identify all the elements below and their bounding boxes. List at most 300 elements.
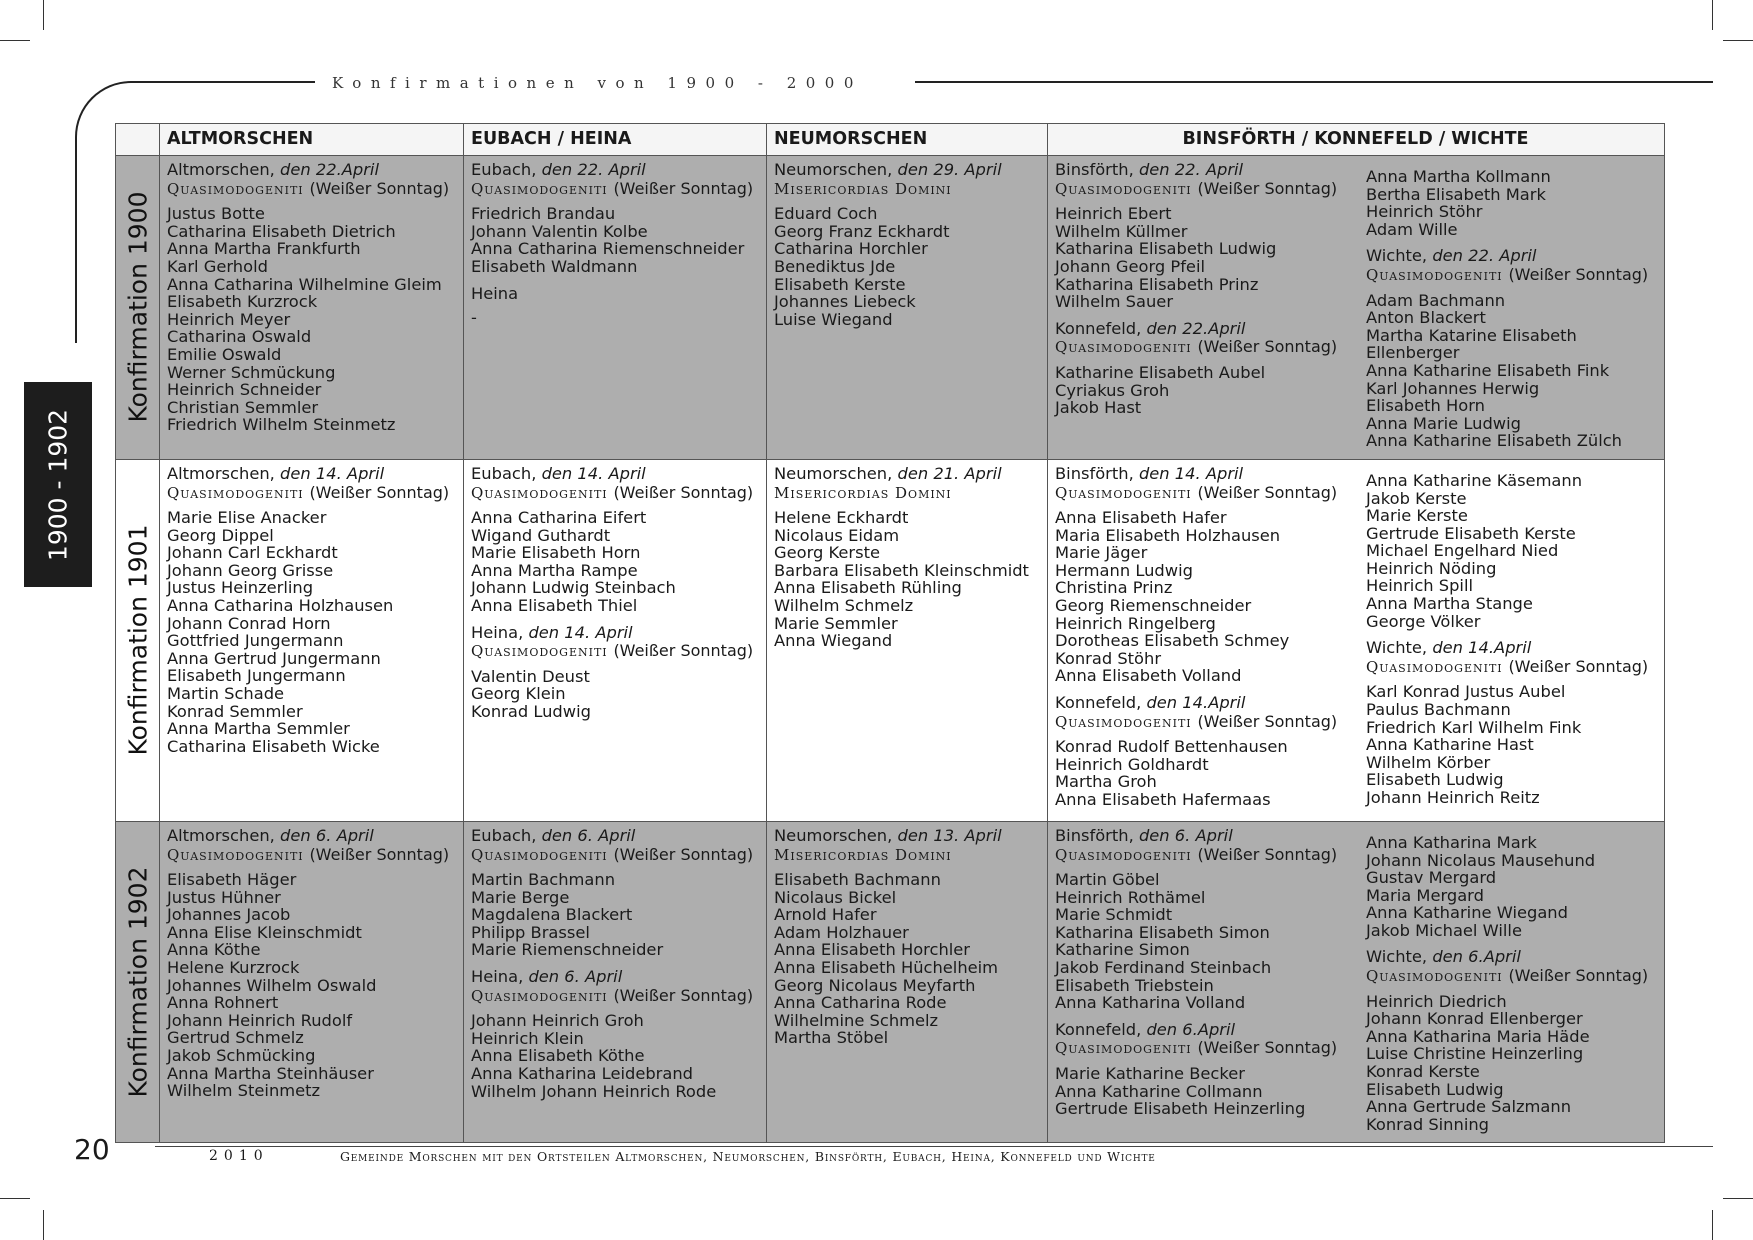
feast-name: Quasimodogeniti <box>471 483 608 502</box>
column-header-neumorschen: NEUMORSCHEN <box>767 124 1048 156</box>
list-item: Anna Katharine Elisabeth Fink <box>1366 360 1610 380</box>
feast-day <box>471 180 760 199</box>
confirmation-date: den 22. April <box>541 160 646 179</box>
list-item: Anna Elisabeth Hüchelheim <box>774 958 999 978</box>
column-header-altmorschen: ALTMORSCHEN <box>160 124 464 156</box>
confirmation-date: den 13. April <box>897 825 1002 845</box>
list-item: Anna Elisabeth Thiel <box>471 596 638 616</box>
confirmation-date: den 14. April <box>280 463 385 483</box>
feast-name: Quasimodogeniti <box>1055 338 1192 357</box>
confirmation-date: den 21. April <box>897 463 1002 483</box>
list-item: Karl Gerhold <box>167 256 268 276</box>
crop-mark <box>1712 0 1713 30</box>
entry-block <box>471 465 760 615</box>
name-list <box>471 205 760 275</box>
entry-block <box>167 465 457 756</box>
confirmation-date: den 29. April <box>897 160 1002 179</box>
list-item: Anna Elisabeth Hafermaas <box>1055 790 1271 809</box>
list-item: Christina Prinz <box>1055 578 1173 598</box>
list-item: Maria Mergard <box>1366 885 1484 905</box>
feast-day <box>167 180 457 199</box>
place-date <box>1366 948 1658 966</box>
list-item: Anna Katharine Hast <box>1366 735 1534 755</box>
feast-name: Quasimodogeniti <box>1055 1039 1192 1058</box>
feast-day <box>1366 266 1658 285</box>
place-name: Binsförth, <box>1055 825 1134 845</box>
list-item: Anna Catharina Rode <box>774 993 947 1013</box>
list-item: Konrad Semmler <box>167 701 303 721</box>
list-item: Marie Jäger <box>1055 543 1148 563</box>
list-item: Anna Martha Semmler <box>167 719 350 739</box>
list-item: Anna Catharina Holzhausen <box>167 596 394 616</box>
confirmation-date: den 6. April <box>541 825 636 845</box>
list-item: Wilhelm Sauer <box>1055 292 1174 312</box>
list-item: Gustav Mergard <box>1366 868 1497 888</box>
list-item: Konrad Rudolf Bettenhausen <box>1055 737 1288 757</box>
place-date <box>774 827 1041 845</box>
confirmation-date: den 14.April <box>1146 693 1246 713</box>
list-item: Jakob Hast <box>1055 398 1142 418</box>
cell-altmorschen <box>160 821 464 1143</box>
list-item: Georg Nicolaus Meyfarth <box>774 975 976 995</box>
place-date <box>1366 639 1658 657</box>
confirmation-date: den 6. April <box>280 825 374 845</box>
feast-name: Quasimodogeniti <box>1055 179 1192 198</box>
list-item: Anna Marie Ludwig <box>1366 413 1521 433</box>
list-item: Heinrich Ringelberg <box>1055 613 1216 633</box>
name-list <box>1366 472 1658 630</box>
confirmation-date: den 22. April <box>1432 246 1537 266</box>
list-item: Heinrich Ebert <box>1055 204 1172 224</box>
feast-note: (Weißer Sonntag) <box>309 844 450 864</box>
confirmation-date: den 14. April <box>528 622 633 642</box>
list-item: Bertha Elisabeth Mark <box>1366 184 1546 204</box>
place-name: Altmorschen, <box>167 463 275 483</box>
list-item: Martha Katarine Elisabeth <box>1366 325 1577 345</box>
list-item: Katharina Elisabeth Ludwig <box>1055 239 1277 259</box>
entry-block <box>774 465 1041 650</box>
feast-day <box>1055 713 1366 732</box>
feast-name: Misericordias Domini <box>774 483 952 502</box>
list-item: Justus Hühner <box>167 887 281 907</box>
feast-name: Quasimodogeniti <box>167 179 304 198</box>
entry-block <box>1366 168 1658 238</box>
subcolumn-right <box>1366 827 1658 1143</box>
list-item: George Völker <box>1366 611 1481 631</box>
confirmation-date: den 22. April <box>1138 160 1244 179</box>
feast-day <box>1055 484 1366 503</box>
place-name: Eubach, <box>471 160 537 179</box>
list-item: Justus Heinzerling <box>167 578 314 598</box>
list-item: Konrad Kerste <box>1366 1062 1480 1082</box>
feast-day <box>471 642 760 661</box>
feast-note: (Weißer Sonntag) <box>1197 711 1338 731</box>
name-list <box>1055 364 1366 417</box>
list-item: Adam Bachmann <box>1366 290 1506 310</box>
place-name: Binsförth, <box>1055 463 1134 483</box>
feast-name: Quasimodogeniti <box>1055 483 1192 502</box>
list-item: Anna Gertrude Salzmann <box>1366 1097 1572 1117</box>
list-item: Marie Riemenschneider <box>471 940 664 960</box>
confirmation-table <box>115 123 1665 1143</box>
footer-text: Gemeinde Morschen mit den Ortsteilen Altmorschen, Neumorschen, Binsförth, Eubach, Heina, Konnefeld und Wichte <box>340 1149 1156 1164</box>
list-item: Anna Katharine Wiegand <box>1366 903 1568 923</box>
list-item: Luise Wiegand <box>774 309 893 329</box>
list-item: Luise Christine Heinzerling <box>1366 1044 1584 1064</box>
list-item: Christian Semmler <box>167 397 319 417</box>
place-date <box>471 161 760 179</box>
list-item: Jakob Michael Wille <box>1366 920 1522 940</box>
entry-block <box>1055 1021 1366 1118</box>
feast-day <box>1055 846 1366 865</box>
cell-neumorschen <box>767 156 1048 460</box>
list-item: Emilie Oswald <box>167 344 282 364</box>
list-item: Georg Franz Eckhardt <box>774 221 950 241</box>
list-item: Anna Elise Kleinschmidt <box>167 922 362 942</box>
list-item: Anna Köthe <box>167 940 261 960</box>
list-item: Magdalena Blackert <box>471 905 633 925</box>
feast-note: (Weißer Sonntag) <box>1197 844 1338 864</box>
list-item: Elisabeth Waldmann <box>471 256 638 276</box>
feast-name: Quasimodogeniti <box>471 179 608 198</box>
list-item: Konrad Sinning <box>1366 1114 1489 1134</box>
feast-note: (Weißer Sonntag) <box>613 985 754 1005</box>
feast-note: (Weißer Sonntag) <box>613 482 754 502</box>
entry-block <box>1055 320 1366 417</box>
list-item: Adam Holzhauer <box>774 922 909 942</box>
place-date <box>1055 465 1366 483</box>
list-item: Johann Heinrich Groh <box>471 1011 644 1031</box>
feast-note: (Weißer Sonntag) <box>1197 1038 1338 1058</box>
confirmation-date: den 22.April <box>280 160 379 179</box>
list-item: Johann Heinrich Rudolf <box>167 1010 353 1030</box>
place-name: Altmorschen, <box>167 160 275 179</box>
list-item: Wilhelmine Schmelz <box>774 1010 939 1030</box>
year-range-tab <box>24 382 92 587</box>
list-item: Gottfried Jungermann <box>167 631 344 651</box>
name-list <box>167 509 457 755</box>
name-list <box>1055 738 1366 808</box>
place-date <box>1366 247 1658 265</box>
list-item: Arnold Hafer <box>774 905 877 925</box>
feast-name: Quasimodogeniti <box>1055 845 1192 864</box>
crop-mark <box>43 1210 44 1240</box>
list-item: Elisabeth Triebstein <box>1055 975 1214 995</box>
place-name: Neumorschen, <box>774 825 893 845</box>
name-list <box>471 309 760 327</box>
confirmation-date: den 6. April <box>1138 825 1233 845</box>
list-item: Anna Elisabeth Rühling <box>774 578 962 598</box>
list-item: Johannes Liebeck <box>774 292 916 312</box>
list-item: Anna Elisabeth Hafer <box>1055 508 1227 528</box>
place-name: Konnefeld, <box>1055 1019 1142 1039</box>
entry-block <box>471 285 760 327</box>
place-name: Heina, <box>471 622 524 642</box>
list-item: Anna Katharina Maria Häde <box>1366 1026 1590 1046</box>
list-item: Karl Johannes Herwig <box>1366 378 1540 398</box>
feast-note: (Weißer Sonntag) <box>613 844 754 864</box>
place-date <box>167 827 457 845</box>
entry-block <box>1366 472 1658 630</box>
feast-note: (Weißer Sonntag) <box>309 178 450 198</box>
list-item: Georg Klein <box>471 684 566 704</box>
entry-block <box>1055 465 1366 685</box>
confirmation-date: den 6. April <box>528 967 623 987</box>
list-item: Elisabeth Ludwig <box>1366 770 1504 790</box>
entry-block <box>774 827 1041 1047</box>
subcolumn-left <box>1055 465 1366 818</box>
list-item: Anton Blackert <box>1366 308 1486 328</box>
cell-binsforth-konnefeld-wichte <box>1048 821 1665 1143</box>
feast-name: Quasimodogeniti <box>471 642 608 661</box>
name-list <box>167 205 457 434</box>
list-item: Hermann Ludwig <box>1055 560 1193 580</box>
name-list <box>1055 205 1366 311</box>
list-item: Marie Berge <box>471 887 570 907</box>
year-range-label: 1900 - 1902 <box>43 408 73 561</box>
feast-day <box>471 846 760 865</box>
list-item: Heinrich Diedrich <box>1366 991 1507 1011</box>
list-item: Anna Martha Rampe <box>471 560 638 580</box>
crop-mark <box>1712 1210 1713 1240</box>
list-item: Heinrich Spill <box>1366 576 1474 596</box>
list-item: Anna Catharina Wilhelmine Gleim <box>167 274 442 294</box>
list-item: Martha Stöbel <box>774 1028 889 1048</box>
cell-binsforth-konnefeld-wichte <box>1048 459 1665 821</box>
place-date <box>471 624 760 642</box>
entry-block <box>774 161 1041 328</box>
list-item: Johann Nicolaus Mausehund <box>1366 850 1596 870</box>
feast-day <box>1055 1039 1366 1058</box>
list-item: Heinrich Klein <box>471 1028 584 1048</box>
list-item: Elisabeth Bachmann <box>774 870 941 890</box>
entry-block <box>1366 948 1658 1133</box>
feast-day <box>1366 658 1658 677</box>
list-item: Martin Schade <box>167 684 285 704</box>
header-rule-left <box>132 81 315 83</box>
place-date <box>774 465 1041 483</box>
feast-name: Quasimodogeniti <box>1366 265 1503 284</box>
cell-binsforth-konnefeld-wichte <box>1048 156 1665 460</box>
list-item: Benediktus Jde <box>774 256 896 276</box>
list-item: Anna Martha Kollmann <box>1366 167 1551 186</box>
name-list <box>471 668 760 721</box>
list-item: Catharina Elisabeth Wicke <box>167 736 380 756</box>
feast-name: Quasimodogeniti <box>1366 657 1503 676</box>
list-item: Heinrich Schneider <box>167 380 322 400</box>
list-item: Wilhelm Küllmer <box>1055 221 1188 241</box>
list-item: Anna Martha Frankfurth <box>167 239 361 259</box>
feast-day <box>471 987 760 1006</box>
list-item: Michael Engelhard Nied <box>1366 541 1559 561</box>
name-list <box>1055 509 1366 685</box>
list-item: Jakob Ferdinand Steinbach <box>1055 958 1272 978</box>
list-item: Dorotheas Elisabeth Schmey <box>1055 631 1290 651</box>
list-item: Maria Elisabeth Holzhausen <box>1055 525 1281 545</box>
list-item: Nicolaus Bickel <box>774 887 897 907</box>
crop-mark <box>1723 40 1753 41</box>
feast-note: (Weißer Sonntag) <box>1197 482 1338 502</box>
list-item: Anna Rohnert <box>167 993 279 1013</box>
list-item: Marie Kerste <box>1366 506 1468 526</box>
list-item: - <box>471 308 477 328</box>
place-name: Wichte, <box>1366 246 1428 266</box>
list-item: Georg Kerste <box>774 543 880 563</box>
name-list <box>1366 683 1658 806</box>
list-item: Marie Schmidt <box>1055 905 1173 925</box>
list-item: Catharina Horchler <box>774 239 928 259</box>
name-list <box>471 509 760 615</box>
header-rule-right <box>915 81 1713 83</box>
list-item: Marie Katharine Becker <box>1055 1064 1245 1084</box>
list-item: Heinrich Stöhr <box>1366 202 1483 222</box>
list-item: Friedrich Brandau <box>471 204 616 224</box>
list-item: Anna Katharina Mark <box>1366 832 1537 852</box>
entry-block <box>471 968 760 1100</box>
row-label-cell <box>116 156 160 460</box>
list-item: Friedrich Wilhelm Steinmetz <box>167 415 396 435</box>
list-item: Gertrude Elisabeth Kerste <box>1366 523 1576 543</box>
cell-eubach-heina <box>464 156 767 460</box>
place-name: Konnefeld, <box>1055 693 1142 713</box>
list-item: Nicolaus Eidam <box>774 525 900 545</box>
name-list <box>774 205 1041 328</box>
feast-name: Misericordias Domini <box>774 179 952 198</box>
name-list <box>1366 993 1658 1134</box>
cell-eubach-heina <box>464 821 767 1143</box>
list-item: Anna Wiegand <box>774 631 893 651</box>
entry-block <box>471 161 760 276</box>
name-list <box>471 871 760 959</box>
cell-neumorschen <box>767 459 1048 821</box>
subcolumn-right <box>1366 465 1658 818</box>
entry-block <box>1055 827 1366 1012</box>
feast-day <box>1055 338 1366 357</box>
running-header-title: Konfirmationen von 1900 - 2000 <box>332 74 863 92</box>
confirmation-date: den 14. April <box>1138 463 1244 483</box>
feast-name: Quasimodogeniti <box>1055 712 1192 731</box>
feast-note: (Weißer Sonntag) <box>309 482 450 502</box>
place-date <box>471 827 760 845</box>
subcolumn-right <box>1366 161 1658 459</box>
crop-mark <box>1723 1198 1753 1199</box>
place-name: Konnefeld, <box>1055 318 1142 338</box>
list-item: Johann Conrad Horn <box>167 613 331 633</box>
feast-day <box>1366 967 1658 986</box>
feast-day <box>471 484 760 503</box>
list-item: Anna Elisabeth Horchler <box>774 940 970 960</box>
table-row <box>116 821 1665 1143</box>
list-item: Elisabeth Horn <box>1366 396 1485 416</box>
page-number: 20 <box>74 1133 110 1166</box>
column-header-eubach-heina: EUBACH / HEINA <box>464 124 767 156</box>
place-name: Neumorschen, <box>774 463 893 483</box>
list-item: Johann Georg Grisse <box>167 560 334 580</box>
feast-note: (Weißer Sonntag) <box>613 178 754 198</box>
feast-name: Quasimodogeniti <box>167 483 304 502</box>
place-date <box>1055 1021 1366 1039</box>
feast-name: Quasimodogeniti <box>471 845 608 864</box>
row-label-cell <box>116 821 160 1143</box>
list-item: Anna Elisabeth Köthe <box>471 1046 645 1066</box>
name-list <box>1055 1065 1366 1118</box>
list-item: Elisabeth Kurzrock <box>167 292 318 312</box>
list-item: Martin Bachmann <box>471 870 616 890</box>
list-item: Georg Dippel <box>167 525 274 545</box>
list-item: Anna Katharine Käsemann <box>1366 470 1583 490</box>
list-item: Ellenberger <box>1366 343 1460 363</box>
cell-neumorschen <box>767 821 1048 1143</box>
list-item: Heinrich Nöding <box>1366 558 1497 578</box>
entry-block <box>471 624 760 721</box>
place-date <box>471 968 760 986</box>
list-item: Katharine Elisabeth Aubel <box>1055 362 1266 382</box>
list-item: Anna Elisabeth Volland <box>1055 666 1242 686</box>
confirmation-date: den 14. April <box>541 463 646 483</box>
confirmation-date: den 6.April <box>1146 1019 1236 1039</box>
list-item: Heinrich Goldhardt <box>1055 754 1209 774</box>
list-item: Katharine Simon <box>1055 940 1190 960</box>
list-item: Anna Katharina Leidebrand <box>471 1064 693 1084</box>
place-date <box>471 465 760 483</box>
place-name: Binsförth, <box>1055 160 1134 179</box>
place-date <box>774 161 1041 179</box>
crop-mark <box>0 1198 30 1199</box>
list-item: Catharina Elisabeth Dietrich <box>167 221 396 241</box>
name-list <box>774 509 1041 650</box>
list-item: Georg Riemenschneider <box>1055 596 1252 616</box>
table-header-row <box>116 124 1665 156</box>
name-list <box>1366 168 1658 238</box>
crop-mark <box>43 0 44 30</box>
list-item: Konrad Stöhr <box>1055 648 1162 668</box>
entry-block <box>167 827 457 1100</box>
place-name: Heina <box>471 283 519 303</box>
list-item: Gertrud Schmelz <box>167 1028 304 1048</box>
list-item: Anna Katharina Volland <box>1055 993 1246 1013</box>
list-item: Jakob Schmücking <box>167 1046 316 1066</box>
feast-note: (Weißer Sonntag) <box>1197 337 1338 357</box>
list-item: Heinrich Meyer <box>167 309 291 329</box>
place-name: Altmorschen, <box>167 825 275 845</box>
row-label: Konfirmation 1901 <box>123 524 152 756</box>
name-list <box>1366 292 1658 450</box>
list-item: Johannes Jacob <box>167 905 291 925</box>
feast-name: Quasimodogeniti <box>1366 967 1503 986</box>
list-item: Valentin Deust <box>471 666 590 686</box>
list-item: Johann Georg Pfeil <box>1055 256 1205 276</box>
table-row <box>116 156 1665 460</box>
entry-block <box>1055 694 1366 809</box>
place-name: Eubach, <box>471 825 537 845</box>
entry-block <box>167 161 457 434</box>
feast-note: (Weißer Sonntag) <box>1508 966 1649 986</box>
feast-day <box>167 484 457 503</box>
name-list <box>167 871 457 1100</box>
confirmation-date: den 14.April <box>1432 638 1532 658</box>
feast-name: Quasimodogeniti <box>167 845 304 864</box>
list-item: Johannes Wilhelm Oswald <box>167 975 377 995</box>
confirmation-date: den 22.April <box>1146 318 1246 338</box>
feast-note: (Weißer Sonntag) <box>1197 178 1338 198</box>
feast-note: (Weißer Sonntag) <box>1508 264 1649 284</box>
crop-mark <box>0 40 30 41</box>
list-item: Anna Catharina Eifert <box>471 508 647 528</box>
place-name: Wichte, <box>1366 947 1428 967</box>
feast-name: Misericordias Domini <box>774 845 952 864</box>
list-item: Gertrude Elisabeth Heinzerling <box>1055 1099 1306 1119</box>
name-list <box>471 1012 760 1100</box>
